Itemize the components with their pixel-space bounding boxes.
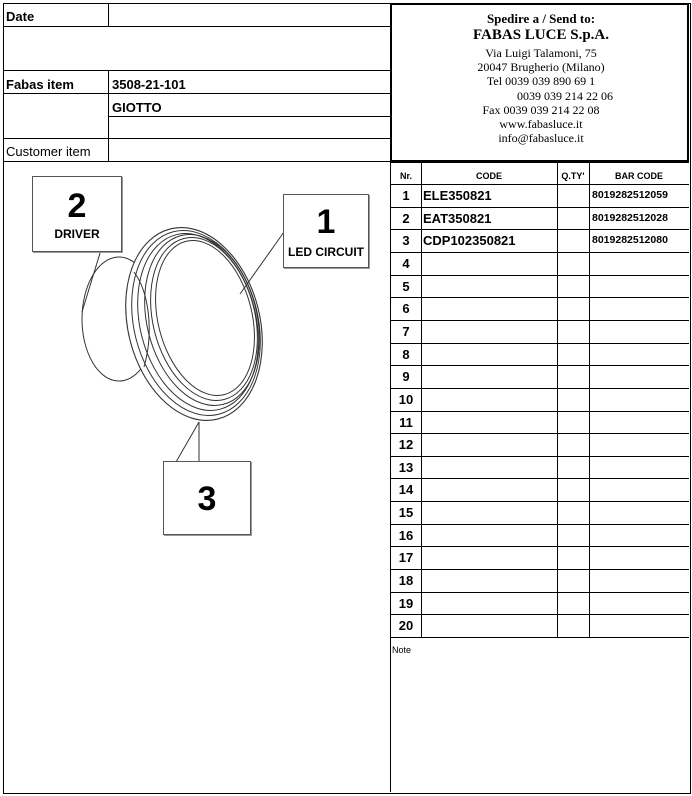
grid-line [3, 26, 390, 27]
callout-label: LED CIRCUIT [288, 245, 364, 259]
row-number: 17 [398, 550, 414, 566]
grid-line [3, 138, 390, 139]
leader-line-3 [176, 422, 199, 462]
grid-line [390, 162, 689, 163]
grid-line [390, 524, 689, 525]
grid-line [390, 411, 689, 412]
email-link[interactable]: info@fabasluce.it [498, 131, 584, 145]
fabas-item-name: GIOTTO [112, 100, 162, 115]
row-number: 12 [398, 437, 414, 453]
row-number: 6 [402, 301, 410, 317]
header-barcode: BAR CODE [614, 171, 663, 181]
fabas-item-label: Fabas item [6, 77, 74, 92]
phone-line: 0039 039 214 22 06 [517, 89, 613, 103]
row-number: 18 [398, 573, 414, 588]
item-barcode: 8019282512080 [592, 234, 668, 247]
callout-number: 1 [316, 203, 336, 241]
grid-line [390, 184, 689, 185]
grid-line [390, 433, 689, 434]
row-number: 19 [398, 595, 414, 611]
grid-line [589, 162, 590, 637]
row-number: 10 [398, 391, 414, 407]
grid-line [3, 70, 390, 71]
header-code: CODE [475, 171, 502, 181]
grid-line [390, 388, 689, 389]
grid-line [108, 70, 109, 161]
row-number: 16 [398, 527, 414, 543]
row-number: 7 [402, 323, 410, 339]
row-number: 14 [398, 482, 414, 498]
row-number: 4 [402, 255, 410, 271]
note-area[interactable] [391, 640, 689, 792]
grid-line [390, 478, 689, 479]
grid-line [390, 343, 689, 344]
grid-line [390, 501, 689, 502]
note-label: Note [392, 645, 412, 655]
customer-item-label: Customer item [6, 144, 91, 159]
grid-line [557, 162, 558, 637]
item-code: CDP102350821 [423, 233, 516, 249]
callout-led-circuit [283, 194, 369, 268]
grid-line [390, 637, 689, 638]
row-number: 2 [402, 210, 410, 226]
item-barcode: 8019282512059 [592, 189, 668, 201]
grid-line [390, 275, 689, 276]
grid-line [390, 456, 689, 457]
row-number: 11 [399, 414, 413, 430]
row-number: 3 [402, 233, 410, 249]
address-line: 20047 Brugherio (Milano) [477, 60, 605, 74]
grid-line [390, 207, 689, 208]
website-link[interactable]: www.fabasluce.it [499, 117, 583, 131]
header-qty: Q.TY' [561, 171, 585, 181]
company-name: FABAS LUCE S.p.A. [472, 27, 609, 43]
grid-line [108, 116, 390, 117]
grid-line [421, 162, 422, 637]
callout-label: DRIVER [54, 227, 100, 241]
callout-number: 3 [197, 480, 217, 518]
callout-driver [32, 176, 122, 252]
date-label: Date [6, 9, 35, 24]
grid-line [390, 614, 689, 615]
grid-line [390, 252, 689, 253]
address-line: Via Luigi Talamoni, 75 [485, 46, 597, 60]
grid-line [108, 3, 109, 26]
fax-line: Fax 0039 039 214 22 08 [482, 103, 600, 117]
row-number: 1 [402, 188, 410, 203]
send-to-heading: Spedire a / Send to: [486, 11, 596, 26]
header-nr: Nr. [399, 171, 412, 181]
grid-line [390, 365, 689, 366]
row-number: 13 [398, 459, 414, 475]
fabas-item-code: 3508-21-101 [112, 77, 186, 92]
item-code: ELE350821 [423, 188, 492, 203]
row-number: 5 [402, 278, 410, 294]
row-number: 8 [402, 346, 410, 362]
row-number: 15 [398, 505, 414, 521]
leader-line-1 [240, 232, 284, 294]
grid-line [390, 297, 689, 298]
grid-line [390, 546, 689, 547]
grid-line [390, 229, 689, 230]
grid-line [390, 320, 689, 321]
grid-line [390, 592, 689, 593]
row-number: 20 [398, 618, 414, 634]
callout-number: 2 [67, 187, 87, 225]
grid-line [390, 569, 689, 570]
callout-housing [163, 461, 251, 535]
grid-line [3, 93, 390, 94]
row-number: 9 [402, 369, 410, 385]
item-barcode: 8019282512028 [592, 211, 668, 224]
phone-line: Tel 0039 039 890 69 1 [486, 74, 596, 88]
item-code: EAT350821 [423, 210, 492, 226]
